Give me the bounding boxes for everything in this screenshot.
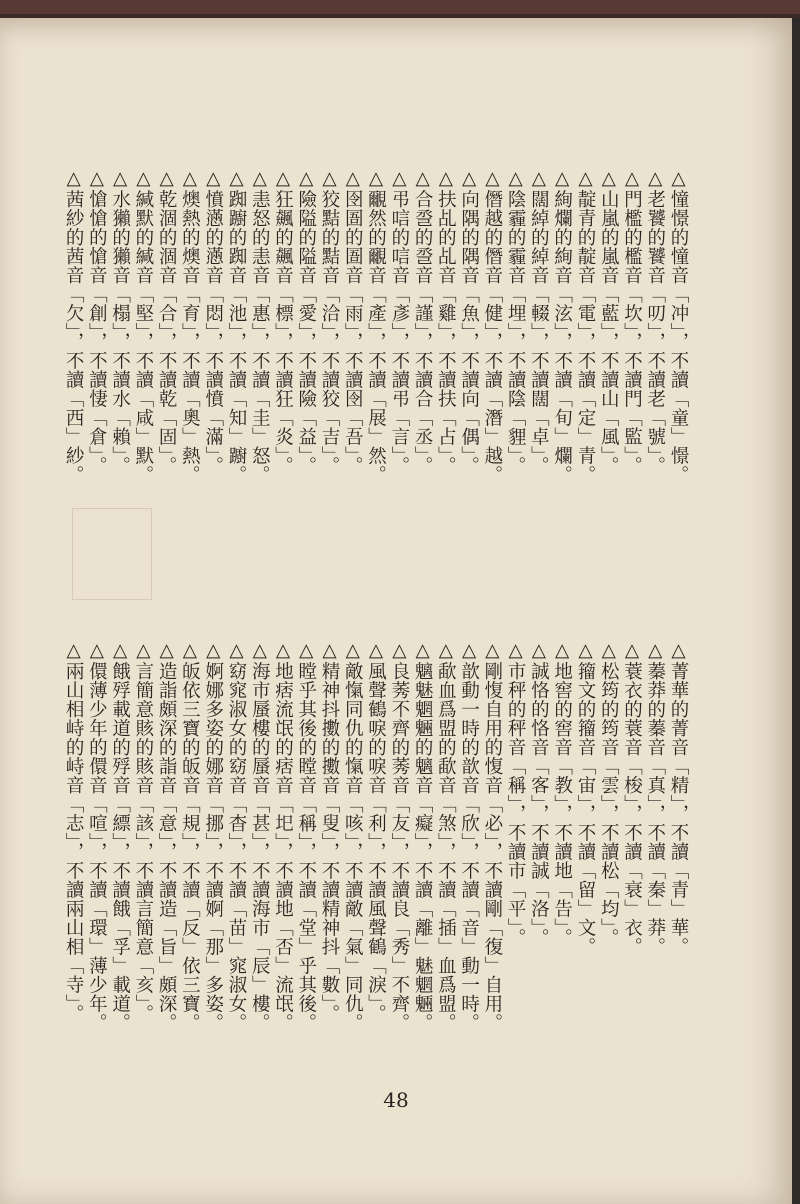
- text-column: △敵愾同仇的愾音「咳」，不讀敵「氣」同仇。: [342, 640, 364, 1033]
- text-column: △山嵐的嵐音「藍」，不讀山「風」。: [598, 168, 620, 475]
- text-column: △覼然的覼音「產」，不讀「展」然。: [365, 168, 387, 485]
- text-column: △餓殍載道的殍音「縹」，不讀餓「孚」載道。: [109, 640, 131, 1033]
- text-column: △精神抖擻的擻音「叟」，不讀精神抖「數」。: [319, 640, 341, 1023]
- text-column: △乾涸的涸音「合」，不讀乾「固」。: [156, 168, 178, 475]
- text-column: △茜紗的茜音「欠」，不讀「西」紗。: [63, 168, 85, 485]
- text-column: △市秤的秤音「稱」，不讀市「平」。: [505, 640, 527, 947]
- text-column: △海市蜃樓的蜃音「甚」，不讀海市「辰」樓。: [249, 640, 271, 1033]
- text-column: △風聲鶴唳的唳音「利」，不讀風聲鶴「淚」。: [365, 640, 387, 1023]
- text-column: △僭越的僭音「健」，不讀「潛」越。: [481, 168, 503, 485]
- text-column: △靛青的靛音「電」，不讀「定」青。: [574, 168, 596, 485]
- faded-stamp: [72, 508, 152, 600]
- text-column: △憤懣的懣音「悶」，不讀憤「滿」。: [202, 168, 224, 475]
- text-column: △歃血爲盟的歃音「煞」，不讀「插」血爲盟。: [435, 640, 457, 1033]
- book-right-edge: [792, 18, 800, 1204]
- text-column: △憧憬的憧音「冲」，不讀「童」憬。: [668, 168, 689, 485]
- text-column: △陰霾的霾音「埋」，不讀陰「貍」。: [505, 168, 527, 475]
- text-column: △水獺的獺音「榻」，不讀水「賴」。: [109, 168, 131, 475]
- text-column: △向隅的隅音「魚」，不讀向「偶」。: [458, 168, 480, 475]
- text-column: △誠恪的恪音「客」，不讀誠「洛」。: [528, 640, 550, 947]
- text-column: △蓑衣的蓑音「梭」，不讀「衰」衣。: [621, 640, 643, 957]
- text-column: △魑魅魍魎的魑音「癡」，不讀「離」魅魍魎。: [412, 640, 434, 1033]
- text-column: △菁華的菁音「精」，不讀「青」華。: [668, 640, 689, 957]
- bottom-text-block: [62, 640, 690, 1070]
- text-column: △蓁莽的蓁音「真」，不讀「秦」莽。: [644, 640, 666, 957]
- text-column: △地痞流氓的痞音「圯」，不讀地「否」流氓。: [272, 640, 294, 1033]
- text-column: △合巹的巹音「謹」，不讀合「丞」。: [412, 168, 434, 475]
- text-column: △言簡意賅的賅音「該」，不讀言簡意「亥」。: [132, 640, 154, 1023]
- top-text-block: [62, 168, 690, 498]
- text-column: △瞠乎其後的瞠音「稱」，不讀「堂」乎其後。: [295, 640, 317, 1033]
- text-column: △闊綽的綽音「輟」，不讀闊「卓」。: [528, 168, 550, 475]
- text-column: △踟躕的踟音「池」，不讀「知」躕。: [225, 168, 247, 485]
- text-column: △囹圄的圄音「雨」，不讀囹「吾」。: [342, 168, 364, 475]
- text-column: △剛愎自用的愎音「必」，不讀剛「復」自用。: [481, 640, 503, 1033]
- text-column: △籀文的籀音「宙」，不讀「留」文。: [574, 640, 596, 957]
- text-column: △窈窕淑女的窈音「杳」，不讀「苗」窕淑女。: [225, 640, 247, 1033]
- text-column: △皈依三寶的皈音「規」，不讀「反」依三寶。: [179, 640, 201, 1033]
- text-column: △恚怒的恚音「惠」，不讀「圭」怒。: [249, 168, 271, 485]
- text-column: △兩山相峙的峙音「志」，不讀兩山相「寺」。: [63, 640, 85, 1023]
- book-page: [0, 18, 792, 1204]
- text-column: △緘默的緘音「堅」，不讀「咸」默。: [132, 168, 154, 485]
- text-column: △扶乩的乩音「雞」，不讀扶「占」。: [435, 168, 457, 475]
- text-column: △老饕的饕音「叨」，不讀老「號」。: [644, 168, 666, 475]
- text-column: △造詣頗深的詣音「意」，不讀造「旨」頗深。: [156, 640, 178, 1033]
- text-column: △松筠的筠音「雲」，不讀松「均」。: [598, 640, 620, 947]
- text-column: △狂飆的飆音「標」，不讀狂「炎」。: [272, 168, 294, 475]
- text-column: △地窖的窖音「教」，不讀地「告」。: [551, 640, 573, 947]
- text-column: △儇薄少年的儇音「喧」，不讀「環」薄少年。: [86, 640, 108, 1033]
- text-column: △婀娜多姿的娜音「挪」，不讀婀「那」多姿。: [202, 640, 224, 1033]
- text-column: △狡黠的黠音「洽」，不讀狡「吉」。: [319, 168, 341, 475]
- text-column: △險隘的隘音「愛」，不讀險「益」。: [295, 168, 317, 475]
- text-column: △弔唁的唁音「彥」，不讀弔「言」。: [388, 168, 410, 475]
- text-column: △良莠不齊的莠音「友」，不讀良「秀」不齊。: [388, 640, 410, 1033]
- text-column: △愴愴的愴音「創」，不讀悽「倉」。: [86, 168, 108, 475]
- text-column: △絢爛的絢音「泫」，不讀「旬」爛。: [551, 168, 573, 485]
- text-column: △門檻的檻音「坎」，不讀門「監」。: [621, 168, 643, 475]
- text-column: △燠熱的燠音「育」，不讀「奧」熱。: [179, 168, 201, 485]
- text-column: △歆動一時的歆音「欣」，不讀「音」動一時。: [458, 640, 480, 1033]
- page-number: 48: [383, 1088, 409, 1112]
